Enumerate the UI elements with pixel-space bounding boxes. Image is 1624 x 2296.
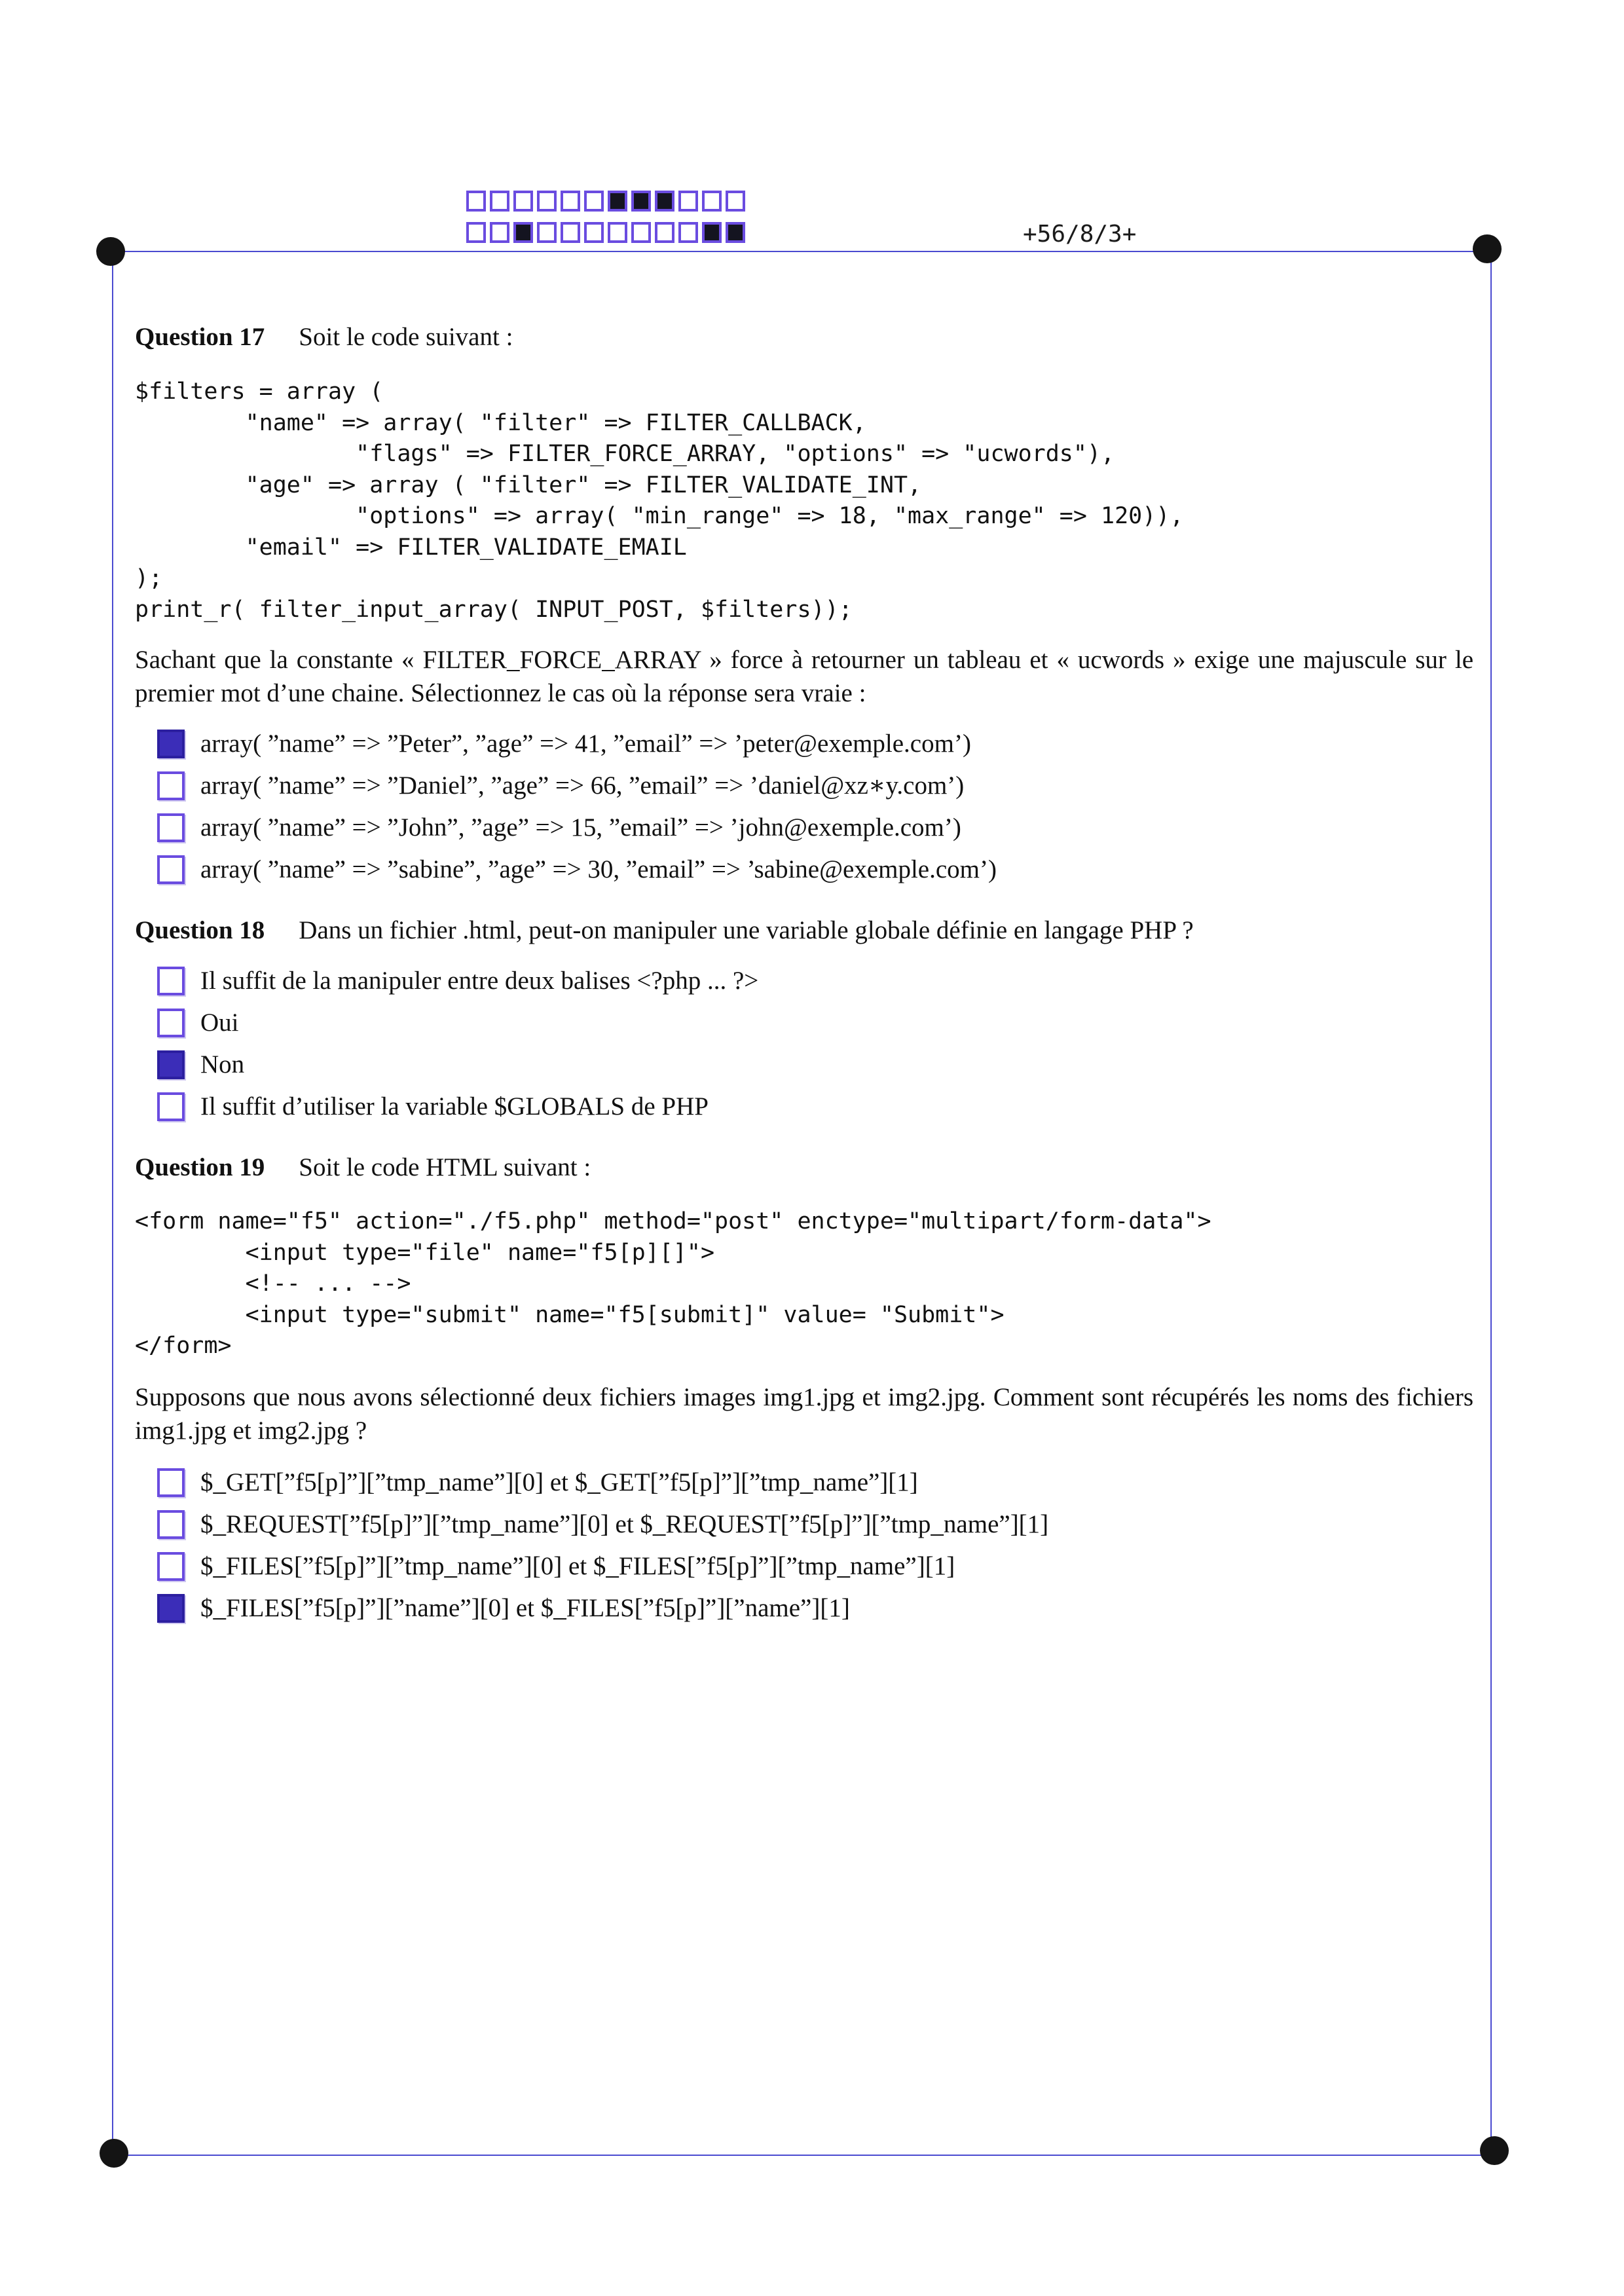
option-label: array( ”name” => ”sabine”, ”age” => 30, ”email” => ’sabine@exemple.com’) [200, 855, 997, 883]
barcode-cell [466, 222, 486, 243]
barcode-cell [584, 222, 604, 243]
question-17-code: $filters = array ( "name" => array( "filter" => FILTER_CALLBACK, "flags" => FILTER_FORCE_ARRAY, "options" => "ucwords"), "age" => array ( "filter" => FILTER_VALIDATE_INT, "options" => array( "min_range" => 18, "max_range" => 120)), "email" => FILTER_VALIDATE_EMAIL ); print_r( filter_input_array( INPUT_POST, $filters)); [135, 379, 1184, 623]
barcode-cell [655, 222, 674, 243]
option-label: Oui [200, 1009, 239, 1037]
question-18-option-2[interactable] [157, 1008, 239, 1037]
answer-checkbox[interactable] [157, 1009, 185, 1037]
corner-mark-bottom-left [100, 2139, 128, 2168]
question-18-option-4[interactable] [157, 1092, 709, 1121]
barcode-cell [490, 191, 509, 212]
corner-mark-top-left [96, 237, 125, 266]
option-label: array( ”name” => ”Daniel”, ”age” => 66, ”email” => ’daniel@xz∗y.com’) [200, 771, 965, 800]
answer-checkbox[interactable] [157, 730, 185, 758]
corner-mark-bottom-right [1480, 2136, 1509, 2165]
corner-mark-top-right [1473, 234, 1502, 263]
frame-left-line [112, 252, 113, 2155]
barcode-cell [726, 191, 745, 212]
barcode-cell [466, 191, 486, 212]
question-19-option-3[interactable] [157, 1551, 955, 1581]
answer-checkbox[interactable] [157, 967, 185, 995]
question-17-option-4[interactable] [157, 855, 997, 884]
barcode-cell [584, 191, 604, 212]
question-number: Question 19 [135, 1153, 265, 1181]
barcode-cell [608, 222, 627, 243]
answer-checkbox[interactable] [157, 771, 185, 800]
question-17-option-3[interactable] [157, 813, 961, 842]
barcode-cell [608, 191, 627, 212]
question-prompt: Soit le code HTML suivant : [299, 1153, 591, 1181]
option-label: $_FILES[”f5[p]”][”tmp_name”][0] et $_FILES[”f5[p]”][”tmp_name”][1] [200, 1552, 955, 1580]
barcode-cell [726, 222, 745, 243]
question-18-title [135, 916, 1194, 945]
question-17-text: Sachant que la constante « FILTER_FORCE_ARRAY » force à retourner un tableau et « ucwords » exige une majuscule sur le premier mot d’une chaine. Sélectionnez le cas où la réponse sera vraie : [135, 646, 1473, 707]
option-label: array( ”name” => ”John”, ”age” => 15, ”email” => ’john@exemple.com’) [200, 813, 961, 842]
answer-checkbox[interactable] [157, 855, 185, 884]
question-17-title [135, 322, 513, 352]
answer-checkbox[interactable] [157, 1510, 185, 1539]
barcode-cell [537, 191, 557, 212]
barcode-cell [537, 222, 557, 243]
barcode-cell [631, 222, 651, 243]
barcode-cell [678, 222, 698, 243]
barcode-cell [631, 191, 651, 212]
question-19-option-2[interactable] [157, 1509, 1048, 1539]
option-label: Il suffit d’utiliser la variable $GLOBALS de PHP [200, 1092, 709, 1120]
option-label: $_REQUEST[”f5[p]”][”tmp_name”][0] et $_REQUEST[”f5[p]”][”tmp_name”][1] [200, 1510, 1049, 1538]
option-label: array( ”name” => ”Peter”, ”age” => 41, ”email” => ’peter@exemple.com’) [200, 730, 971, 758]
barcode-cell [561, 191, 580, 212]
barcode-cell [490, 222, 509, 243]
frame-bottom-line [113, 2155, 1496, 2156]
question-19-code: <form name="f5" action="./f5.php" method="post" enctype="multipart/form-data"> <input type="file" name="f5[p][]"> <!-- ... --> <input type="submit" name="f5[submit]" value= "Submit"> </form> [135, 1208, 1211, 1359]
barcode-row-2 [466, 222, 749, 243]
question-prompt: Dans un fichier .html, peut-on manipuler une variable globale définie en langage PHP ? [299, 916, 1194, 944]
barcode-cell [513, 222, 533, 243]
barcode-cell [678, 191, 698, 212]
question-18-option-3[interactable] [157, 1050, 244, 1079]
barcode-cell [513, 191, 533, 212]
question-18-option-1[interactable] [157, 966, 758, 995]
option-label: $_GET[”f5[p]”][”tmp_name”][0] et $_GET[”f5[p]”][”tmp_name”][1] [200, 1468, 918, 1496]
option-label: Non [200, 1050, 245, 1079]
answer-checkbox[interactable] [157, 1050, 185, 1079]
question-17-option-2[interactable] [157, 771, 964, 800]
barcode-cell [702, 222, 722, 243]
barcode-row-1 [466, 191, 749, 212]
option-label: $_FILES[”f5[p]”][”name”][0] et $_FILES[”f5[p]”][”name”][1] [200, 1594, 850, 1622]
frame-top-line [110, 251, 1486, 252]
frame-right-line [1490, 251, 1492, 2155]
answer-checkbox[interactable] [157, 1552, 185, 1581]
answer-checkbox[interactable] [157, 813, 185, 842]
option-label: Il suffit de la manipuler entre deux balises <?php ... ?> [200, 967, 759, 995]
question-19-option-4[interactable] [157, 1593, 850, 1623]
answer-checkbox[interactable] [157, 1468, 185, 1497]
page-id: +56/8/3+ [1023, 221, 1137, 248]
question-prompt: Soit le code suivant : [299, 323, 513, 351]
question-19-text: Supposons que nous avons sélectionné deux fichiers images img1.jpg et img2.jpg. Comment sont récupérés les noms des fichiers img1.jpg et img2.jpg ? [135, 1383, 1473, 1445]
question-number: Question 17 [135, 323, 265, 351]
question-19-title [135, 1153, 591, 1182]
question-19-option-1[interactable] [157, 1468, 918, 1497]
barcode-cell [655, 191, 674, 212]
question-17-option-1[interactable] [157, 729, 971, 758]
barcode-cell [561, 222, 580, 243]
barcode-cell [702, 191, 722, 212]
answer-checkbox[interactable] [157, 1092, 185, 1121]
question-number: Question 18 [135, 916, 265, 944]
answer-checkbox[interactable] [157, 1594, 185, 1623]
